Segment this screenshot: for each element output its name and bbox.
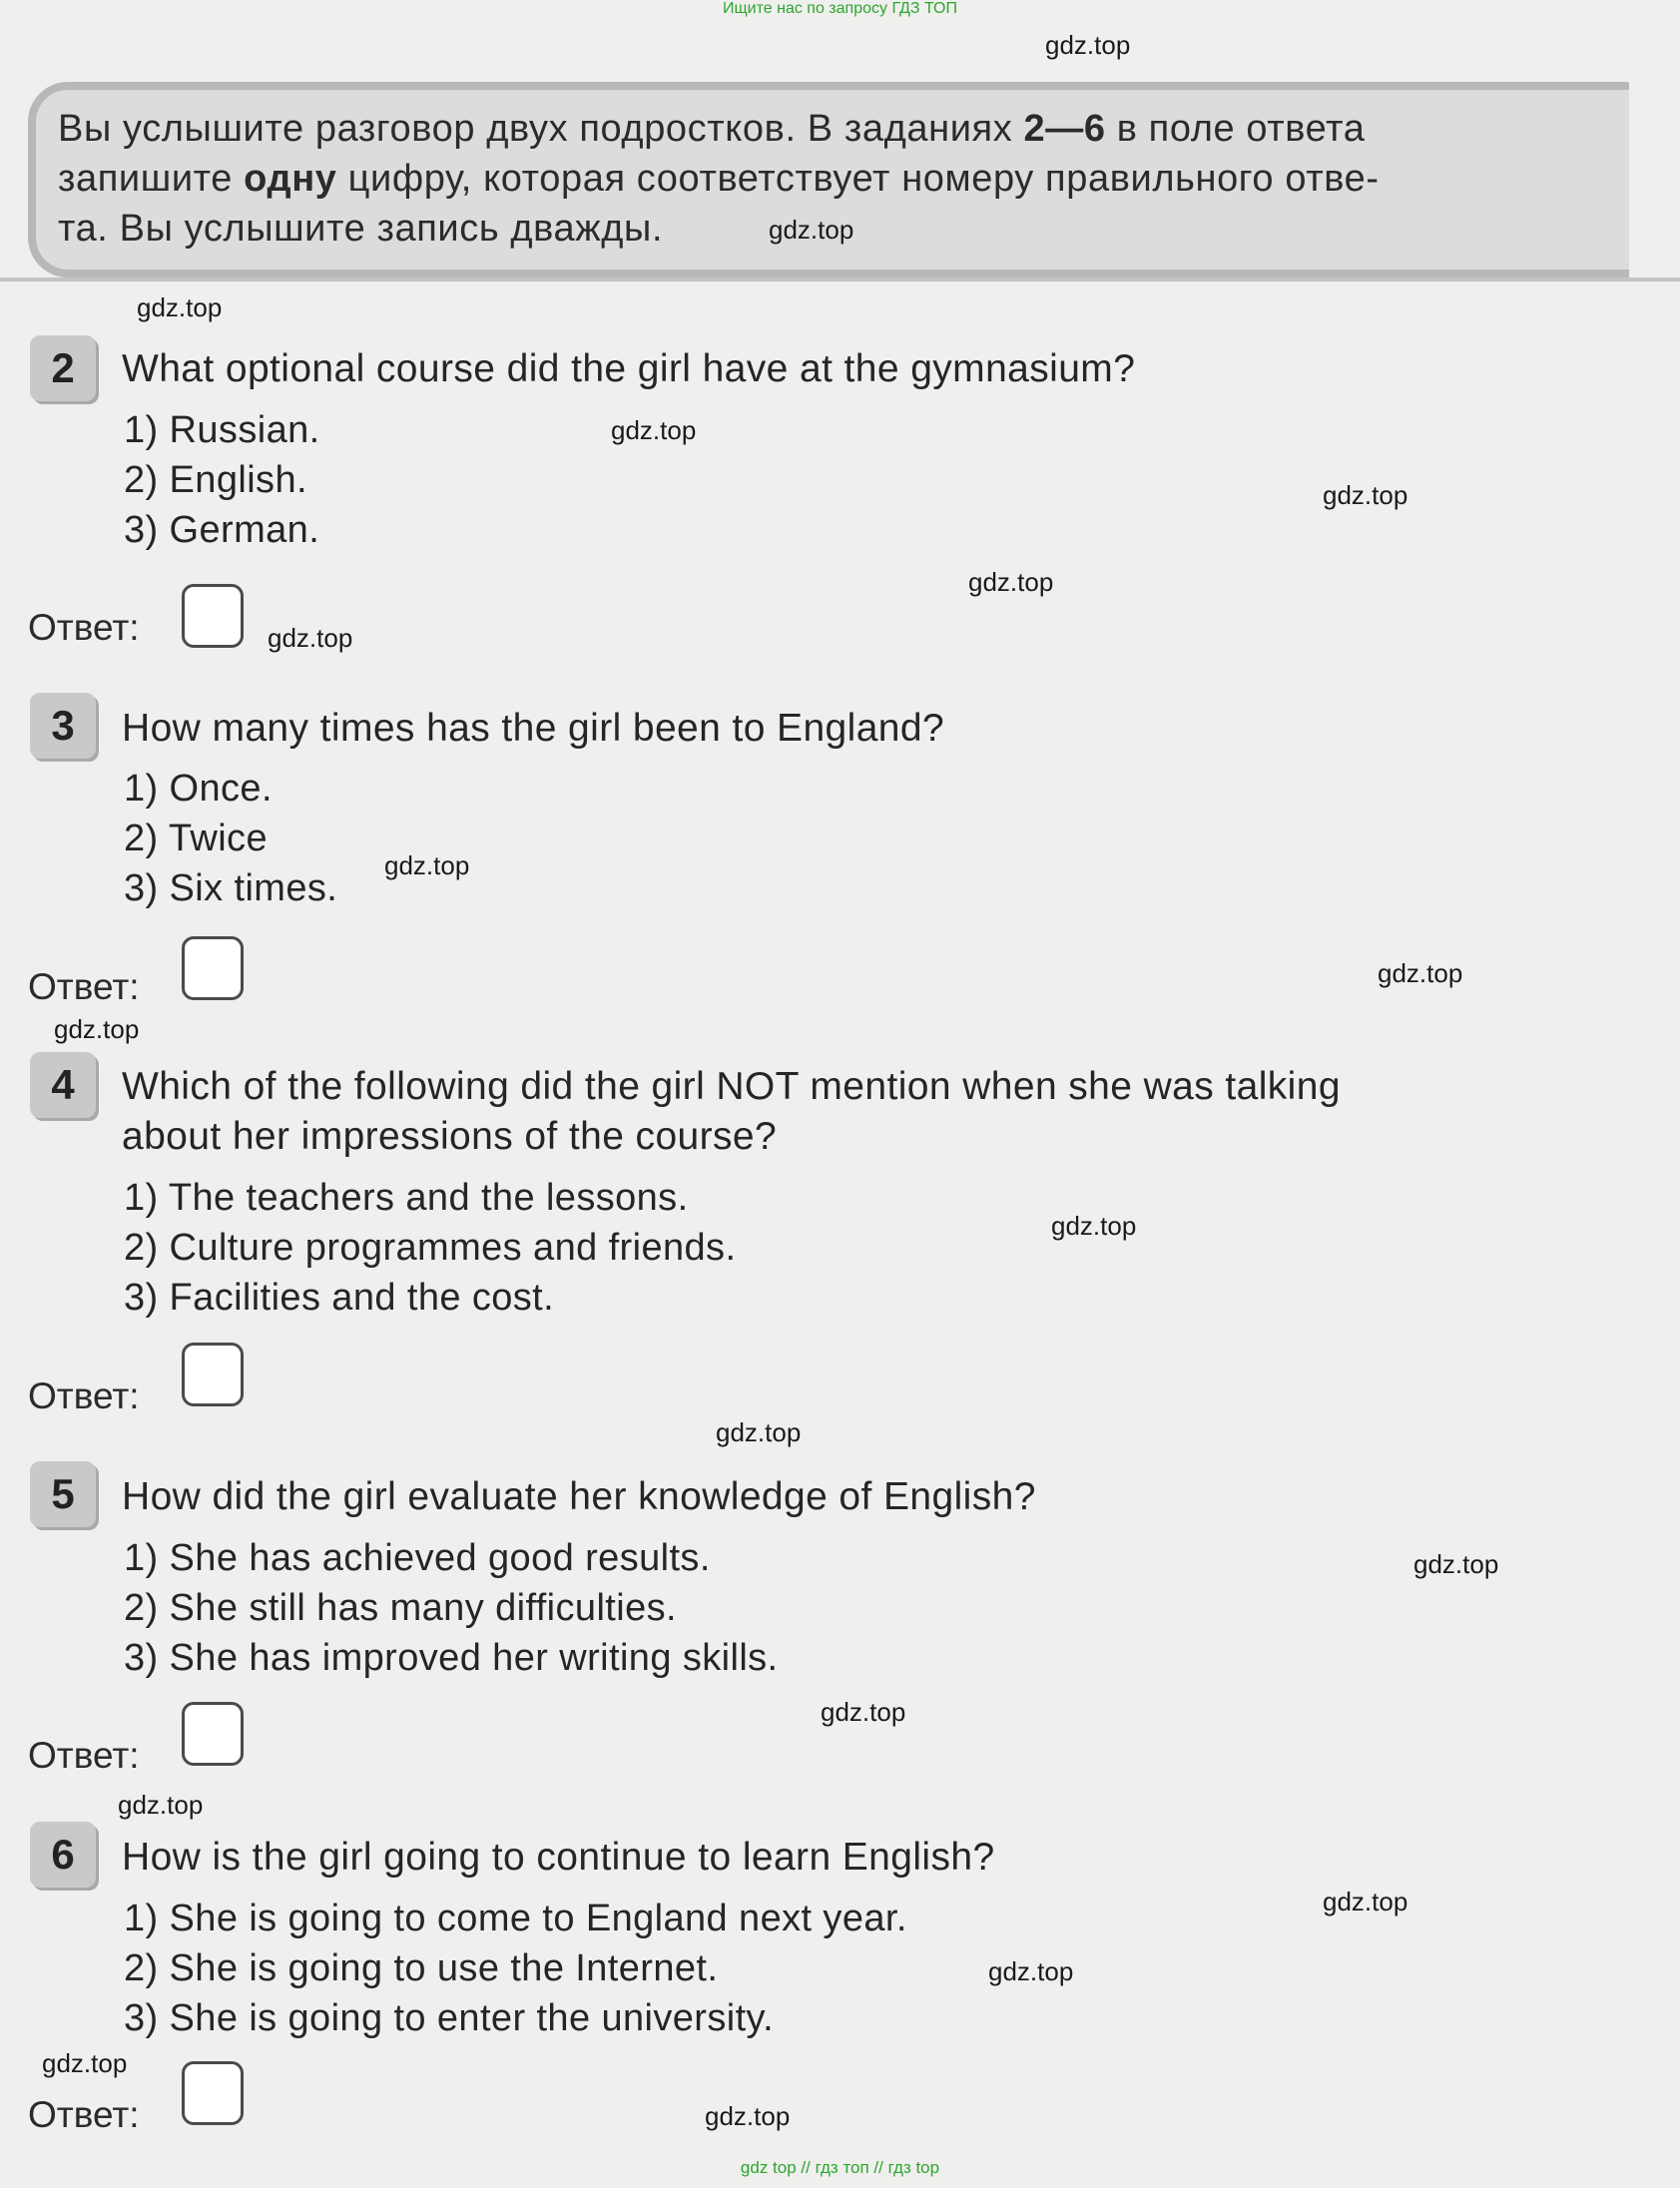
- answer-box-2[interactable]: [182, 584, 244, 648]
- watermark: gdz.top: [54, 1014, 140, 1044]
- watermark: gdz.top: [1051, 1211, 1137, 1241]
- q3-option-3: 3) Six times.: [124, 867, 338, 909]
- watermark: gdz.top: [1323, 1887, 1408, 1916]
- watermark: gdz.top: [1413, 1549, 1499, 1579]
- q5-option-3: 3) She has improved her writing skills.: [124, 1637, 779, 1679]
- watermark: gdz.top: [968, 567, 1054, 597]
- watermark: gdz.top: [42, 2048, 128, 2078]
- q2-option-1: 1) Russian.: [124, 409, 320, 451]
- question-number-2: 2: [30, 335, 96, 401]
- instruction-box: [28, 82, 1629, 277]
- watermark: gdz.top: [1378, 958, 1463, 988]
- footer-watermark: gdz top // гдз топ // гдз top: [740, 2158, 940, 2177]
- q5-option-2: 2) She still has many difficulties.: [124, 1587, 677, 1629]
- q6-option-2: 2) She is going to use the Internet.: [124, 1947, 719, 1989]
- answer-label-2: Ответ:: [28, 607, 140, 648]
- q3-option-2: 2) Twice: [124, 818, 268, 859]
- q4-option-2: 2) Culture programmes and friends.: [124, 1227, 737, 1269]
- instruction-line-1: Вы услышите разговор двух подростков. В заданиях 2—6 в поле ответа: [58, 108, 1366, 150]
- watermark: gdz.top: [1045, 30, 1131, 60]
- answer-box-4[interactable]: [182, 1343, 244, 1406]
- instruction-line-3: та. Вы услышите запись дважды.: [58, 208, 664, 250]
- watermark: gdz.top: [769, 215, 854, 245]
- q4-option-3: 3) Facilities and the cost.: [124, 1277, 555, 1319]
- q2-option-2: 2) English.: [124, 459, 307, 501]
- watermark: gdz.top: [137, 292, 223, 322]
- watermark: gdz.top: [716, 1417, 802, 1447]
- watermark: gdz.top: [1323, 480, 1408, 510]
- question-number-4: 4: [30, 1052, 96, 1118]
- q4-option-1: 1) The teachers and the lessons.: [124, 1177, 689, 1219]
- instruction-line-2: запишите одну цифру, которая соответствует номеру правильного отве-: [58, 158, 1380, 200]
- question-text-5: How did the girl evaluate her knowledge of English?: [122, 1475, 1036, 1518]
- question-number-6: 6: [30, 1822, 96, 1888]
- q3-option-1: 1) Once.: [124, 768, 273, 810]
- answer-box-5[interactable]: [182, 1702, 244, 1766]
- watermark: gdz.top: [268, 623, 353, 653]
- question-number-3: 3: [30, 693, 96, 759]
- q6-option-3: 3) She is going to enter the university.: [124, 1997, 775, 2039]
- question-text-4-line-2: about her impressions of the course?: [122, 1115, 778, 1158]
- q5-option-1: 1) She has achieved good results.: [124, 1537, 711, 1579]
- q6-option-1: 1) She is going to come to England next year.: [124, 1898, 907, 1939]
- question-text-6: How is the girl going to continue to learn English?: [122, 1836, 995, 1879]
- answer-label-3: Ответ:: [28, 966, 140, 1007]
- question-number-5: 5: [30, 1461, 96, 1527]
- answer-box-3[interactable]: [182, 936, 244, 1000]
- question-text-2: What optional course did the girl have at the gymnasium?: [122, 347, 1136, 390]
- q2-option-3: 3) German.: [124, 509, 320, 551]
- watermark: gdz.top: [705, 2101, 791, 2131]
- watermark: gdz.top: [384, 850, 470, 880]
- question-text-4-line-1: Which of the following did the girl NOT mention when she was talking: [122, 1065, 1341, 1108]
- top-banner: Ищите нас по запросу ГДЗ ТОП: [723, 0, 957, 17]
- watermark: gdz.top: [821, 1697, 906, 1727]
- watermark: gdz.top: [118, 1790, 204, 1820]
- answer-label-6: Ответ:: [28, 2094, 140, 2135]
- watermark: gdz.top: [611, 415, 697, 445]
- watermark: gdz.top: [988, 1956, 1074, 1986]
- question-text-3: How many times has the girl been to England?: [122, 707, 945, 750]
- answer-label-5: Ответ:: [28, 1735, 140, 1776]
- answer-label-4: Ответ:: [28, 1375, 140, 1416]
- answer-box-6[interactable]: [182, 2061, 244, 2125]
- divider: [0, 277, 1680, 281]
